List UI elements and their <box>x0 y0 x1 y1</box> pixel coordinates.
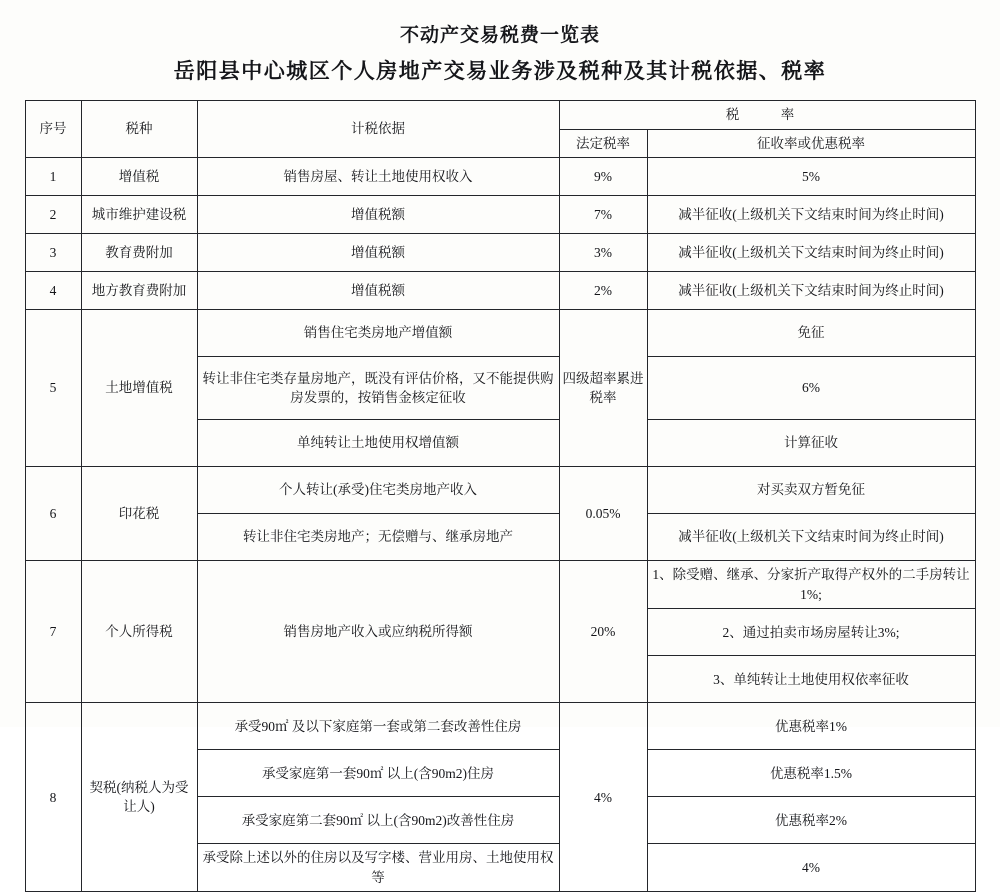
row-basis: 转让非住宅类存量房地产，既没有评估价格，又不能提供购房发票的，按销售金核定征收 <box>197 357 559 420</box>
row-levy-rate: 1、除受赠、继承、分家折产取得产权外的二手房转让1%; <box>647 561 975 609</box>
table-row <box>25 703 975 750</box>
row-kind: 土地增值税 <box>81 310 197 467</box>
row-statutory-rate: 3% <box>559 234 647 272</box>
row-no: 5 <box>25 310 81 467</box>
header-statutory-rate: 法定税率 <box>559 129 647 158</box>
row-kind: 地方教育费附加 <box>81 272 197 310</box>
row-kind: 印花税 <box>81 467 197 561</box>
row-no: 4 <box>25 272 81 310</box>
page-subtitle: 岳阳县中心城区个人房地产交易业务涉及税种及其计税依据、税率 <box>173 58 827 83</box>
row-levy-rate: 优惠税率1% <box>647 703 975 750</box>
row-levy-rate: 优惠税率2% <box>647 797 975 844</box>
table-row <box>25 234 975 272</box>
row-levy-rate: 2、通过拍卖市场房屋转让3%; <box>647 609 975 656</box>
header-basis: 计税依据 <box>197 101 559 158</box>
table-header-row <box>25 101 975 130</box>
row-kind: 教育费附加 <box>81 234 197 272</box>
row-basis: 承受90㎡ 及以下家庭第一套或第二套改善性住房 <box>197 703 559 750</box>
row-kind: 契税(纳税人为受让人) <box>81 703 197 892</box>
row-levy-rate: 计算征收 <box>647 420 975 467</box>
row-kind: 个人所得税 <box>81 561 197 703</box>
table-row <box>25 158 975 196</box>
table-row <box>25 561 975 609</box>
row-basis: 销售房屋、转让土地使用权收入 <box>197 158 559 196</box>
row-levy-rate: 6% <box>647 357 975 420</box>
row-no: 6 <box>25 467 81 561</box>
row-levy-rate: 免征 <box>647 310 975 357</box>
header-no: 序号 <box>25 101 81 158</box>
row-basis: 承受除上述以外的住房以及写字楼、营业用房、土地使用权等 <box>197 844 559 892</box>
header-rate-group: 税 率 <box>559 101 975 130</box>
header-kind: 税种 <box>81 101 197 158</box>
page-title: 不动产交易税费一览表 <box>399 25 600 46</box>
row-statutory-rate: 四级超率累进税率 <box>559 310 647 467</box>
header-levy-rate: 征收率或优惠税率 <box>647 129 975 158</box>
row-basis: 增值税额 <box>197 272 559 310</box>
row-no: 2 <box>25 196 81 234</box>
table-row <box>25 196 975 234</box>
row-basis: 销售房地产收入或应纳税所得额 <box>197 561 559 703</box>
row-no: 8 <box>25 703 81 892</box>
row-levy-rate: 减半征收(上级机关下文结束时间为终止时间) <box>647 196 975 234</box>
row-basis: 承受家庭第二套90㎡ 以上(含90m2)改善性住房 <box>197 797 559 844</box>
row-levy-rate: 对买卖双方暂免征 <box>647 467 975 514</box>
row-levy-rate: 优惠税率1.5% <box>647 750 975 797</box>
row-basis: 转让非住宅类房地产；无偿赠与、继承房地产 <box>197 514 559 561</box>
row-levy-rate: 4% <box>647 844 975 892</box>
tax-table <box>25 100 976 892</box>
row-basis: 个人转让(承受)住宅类房地产收入 <box>197 467 559 514</box>
row-statutory-rate: 4% <box>559 703 647 892</box>
row-no: 1 <box>25 158 81 196</box>
row-basis: 增值税额 <box>197 234 559 272</box>
row-no: 3 <box>25 234 81 272</box>
row-levy-rate: 减半征收(上级机关下文结束时间为终止时间) <box>647 514 975 561</box>
row-levy-rate: 5% <box>647 158 975 196</box>
row-statutory-rate: 7% <box>559 196 647 234</box>
row-no: 7 <box>25 561 81 703</box>
table-row <box>25 467 975 514</box>
row-statutory-rate: 2% <box>559 272 647 310</box>
row-kind: 增值税 <box>81 158 197 196</box>
row-basis: 增值税额 <box>197 196 559 234</box>
row-levy-rate: 减半征收(上级机关下文结束时间为终止时间) <box>647 234 975 272</box>
row-statutory-rate: 20% <box>559 561 647 703</box>
row-kind: 城市维护建设税 <box>81 196 197 234</box>
row-levy-rate: 减半征收(上级机关下文结束时间为终止时间) <box>647 272 975 310</box>
table-row <box>25 272 975 310</box>
title-block <box>0 0 1000 88</box>
table-row <box>25 310 975 357</box>
row-levy-rate: 3、单纯转让土地使用权依率征收 <box>647 656 975 703</box>
row-basis: 销售住宅类房地产增值额 <box>197 310 559 357</box>
row-statutory-rate: 9% <box>559 158 647 196</box>
row-statutory-rate: 0.05% <box>559 467 647 561</box>
row-basis: 单纯转让土地使用权增值额 <box>197 420 559 467</box>
row-basis: 承受家庭第一套90㎡ 以上(含90m2)住房 <box>197 750 559 797</box>
